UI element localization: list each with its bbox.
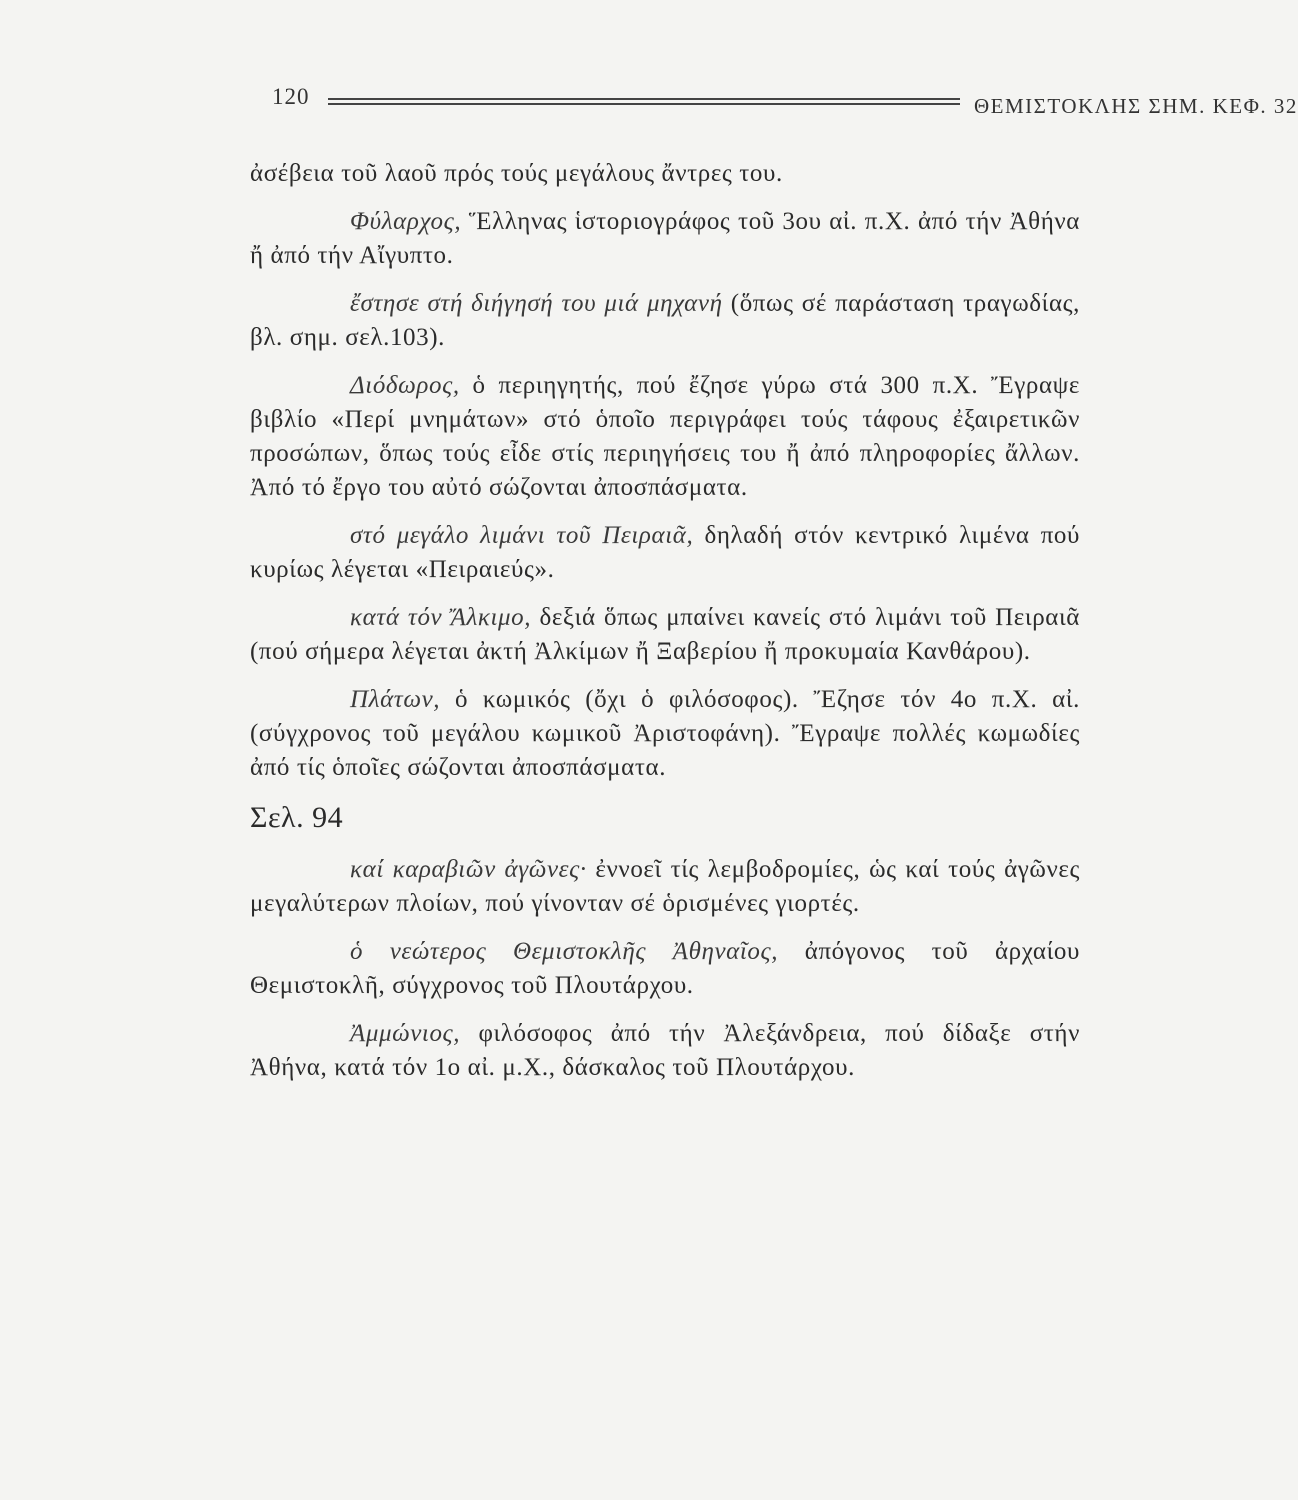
note-paragraph [250,369,1080,505]
running-head: ΘΕΜΙΣΤΟΚΛΗΣ ΣΗΜ. ΚΕΦ. 32 [974,94,1298,118]
note-text: δηλαδή στόν κεντρικό λιμένα πού κυρίως λέγεται «Πειραιεύς». [250,522,1080,583]
note-paragraph [250,205,1080,273]
note-lemma: Φύλαρχος, [350,208,462,235]
note-paragraph [250,935,1080,1003]
header-rule-line [328,103,960,105]
page-body [250,157,1080,1099]
note-paragraph [250,157,1080,191]
note-text: ἐννοεῖ τίς λεμβοδρομίες, ὡς καί τούς ἀγῶνες μεγαλύτερων πλοίων, πού γίνονταν σέ ὁρισμένες γιορτές. [250,856,1080,917]
note-lemma: κατά τόν Ἄλκιμο, [350,604,532,631]
note-lemma: καί καραβιῶν ἀγῶνες· [350,856,587,883]
note-text: φιλόσοφος ἀπό τήν Ἀλεξάνδρεια, πού δίδαξε στήν Ἀθήνα, κατά τόν 1ο αἰ. μ.Χ., δάσκαλος τοῦ Πλουτάρχου. [250,1020,1080,1081]
note-lemma: ἔστησε στή διήγησή του μιά μηχανή [350,290,723,317]
note-lemma: Πλάτων, [350,686,441,713]
note-text: ὁ περιηγητής, πού ἔζησε γύρω στά 300 π.Χ. Ἔγραψε βιβλίο «Περί μνημάτων» στό ὁποῖο περιγράφει τούς τάφους ἐξαιρετικῶν προσώπων, ὅπως τούς εἶδε στίς περιηγήσεις του ἤ ἀπό πληροφορίες ἄλλων. Ἀπό τό ἔργο του αὐτό σώζονται ἀποσπάσματα. [250,372,1080,501]
note-paragraph [250,287,1080,355]
note-text: ὁ κωμικός (ὄχι ὁ φιλόσοφος). Ἔζησε τόν 4ο π.Χ. αἰ. (σύγχρονος τοῦ μεγάλου κωμικοῦ Ἀριστοφάνη). Ἔγραψε πολλές κωμωδίες ἀπό τίς ὁποῖες σώζονται ἀποσπάσματα. [250,686,1080,781]
note-text: δεξιά ὅπως μπαίνει κανείς στό λιμάνι τοῦ Πειραιᾶ (πού σήμερα λέγεται ἀκτή Ἀλκίμων ἤ Ξαβερίου ἤ προκυμαία Κανθάρου). [250,604,1080,665]
note-lemma: ὁ νεώτερος Θεμιστοκλῆς Ἀθηναῖος, [350,938,779,965]
note-text: ἀπόγονος τοῦ ἀρχαίου Θεμιστοκλῆ, σύγχρονος τοῦ Πλουτάρχου. [250,938,1080,999]
page-number: 120 [272,84,310,109]
note-text: Ἕλληνας ἱστοριογράφος τοῦ 3ου αἰ. π.Χ. ἀπό τήν Ἀθήνα ἤ ἀπό τήν Αἴγυπτο. [250,208,1080,269]
note-paragraph [250,683,1080,785]
header-double-rule [328,92,960,104]
note-text: (ὅπως σέ παράσταση τραγωδίας, βλ. σημ. σελ.103). [250,290,1080,351]
section-heading: Σελ. 94 [250,801,344,834]
note-paragraph [250,1017,1080,1085]
header-rule-line [328,98,960,100]
note-lemma: Διόδωρος, [350,372,460,399]
note-paragraph [250,519,1080,587]
note-lemma: στό μεγάλο λιμάνι τοῦ Πειραιᾶ, [350,522,694,549]
note-text: ἀσέβεια τοῦ λαοῦ πρός τούς μεγάλους ἄντρες του. [250,160,783,187]
note-paragraph [250,601,1080,669]
note-paragraph [250,853,1080,921]
note-lemma: Ἀμμώνιος, [350,1020,461,1047]
page-header [268,80,1298,120]
